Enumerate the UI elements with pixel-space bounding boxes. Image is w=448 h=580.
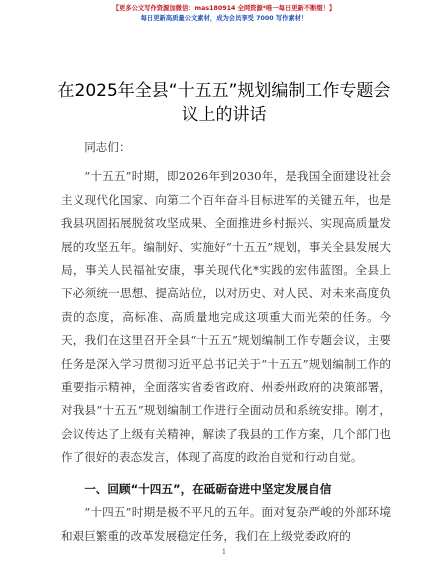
- document-body: [61, 136, 391, 548]
- page-number: 1: [221, 548, 227, 556]
- document-title-line-1: 在2025年全县“十五五”规划编制工作专题会: [57, 81, 391, 101]
- body-paragraph-1: “十五五”时期，即2026年到2030年，是我国全面建设社会主义现代化国家、向第二个百年奋斗目标进军的关键五年，也是我县巩固拓展脱贫攻坚成果、全面推进乡村振兴、实现高质量发展的攻坚五年。编制好、实施好“十五五”规划，事关全县发展大局，事关人民福祉安康，事关现代化*实践的宏伟蓝图。全县上下必须统一思想、提高站位，以对历史、对人民、对未来高度负责的态度，高标准、高质量地完成这项重大而光荣的任务。今天，我们在这里召开全县“十五五”规划编制工作专题会议，主要任务是深入学习贯彻习近平总书记关于“十五五”规划编制工作的重要指示精神，全面落实省委省政府、州委州政府的决策部署，对我县“十五五”规划编制工作进行全面动员和系统安排。刚才，会议传达了上级有关精神，解读了我县的工作方案，几个部门也作了很好的表态发言，体现了高度的政治自觉和行动自觉。: [61, 169, 391, 465]
- spacer: [61, 470, 391, 476]
- section-heading-1: 一、回顾“十四五”，在砥砺奋进中坚定发展自信: [84, 481, 332, 496]
- document-title: [44, 79, 404, 127]
- promo-banner: [0, 4, 448, 24]
- promo-banner-line-1: 【更多公文写作资源加微信：mas180914 全网资源*唯一每日更新不断缀！】: [112, 5, 336, 12]
- document-title-line-2: 议上的讲话: [181, 105, 267, 125]
- promo-banner-line-2: 每日更新高质量公文素材，成为会员享受 7000 写作素材！: [140, 15, 308, 22]
- body-paragraph-2: “十四五”时期是极不平凡的五年。面对复杂严峻的外部环境和艰巨繁重的改革发展稳定任务，我们在上级党委政府的: [61, 505, 391, 543]
- greeting: 同志们：: [84, 140, 131, 154]
